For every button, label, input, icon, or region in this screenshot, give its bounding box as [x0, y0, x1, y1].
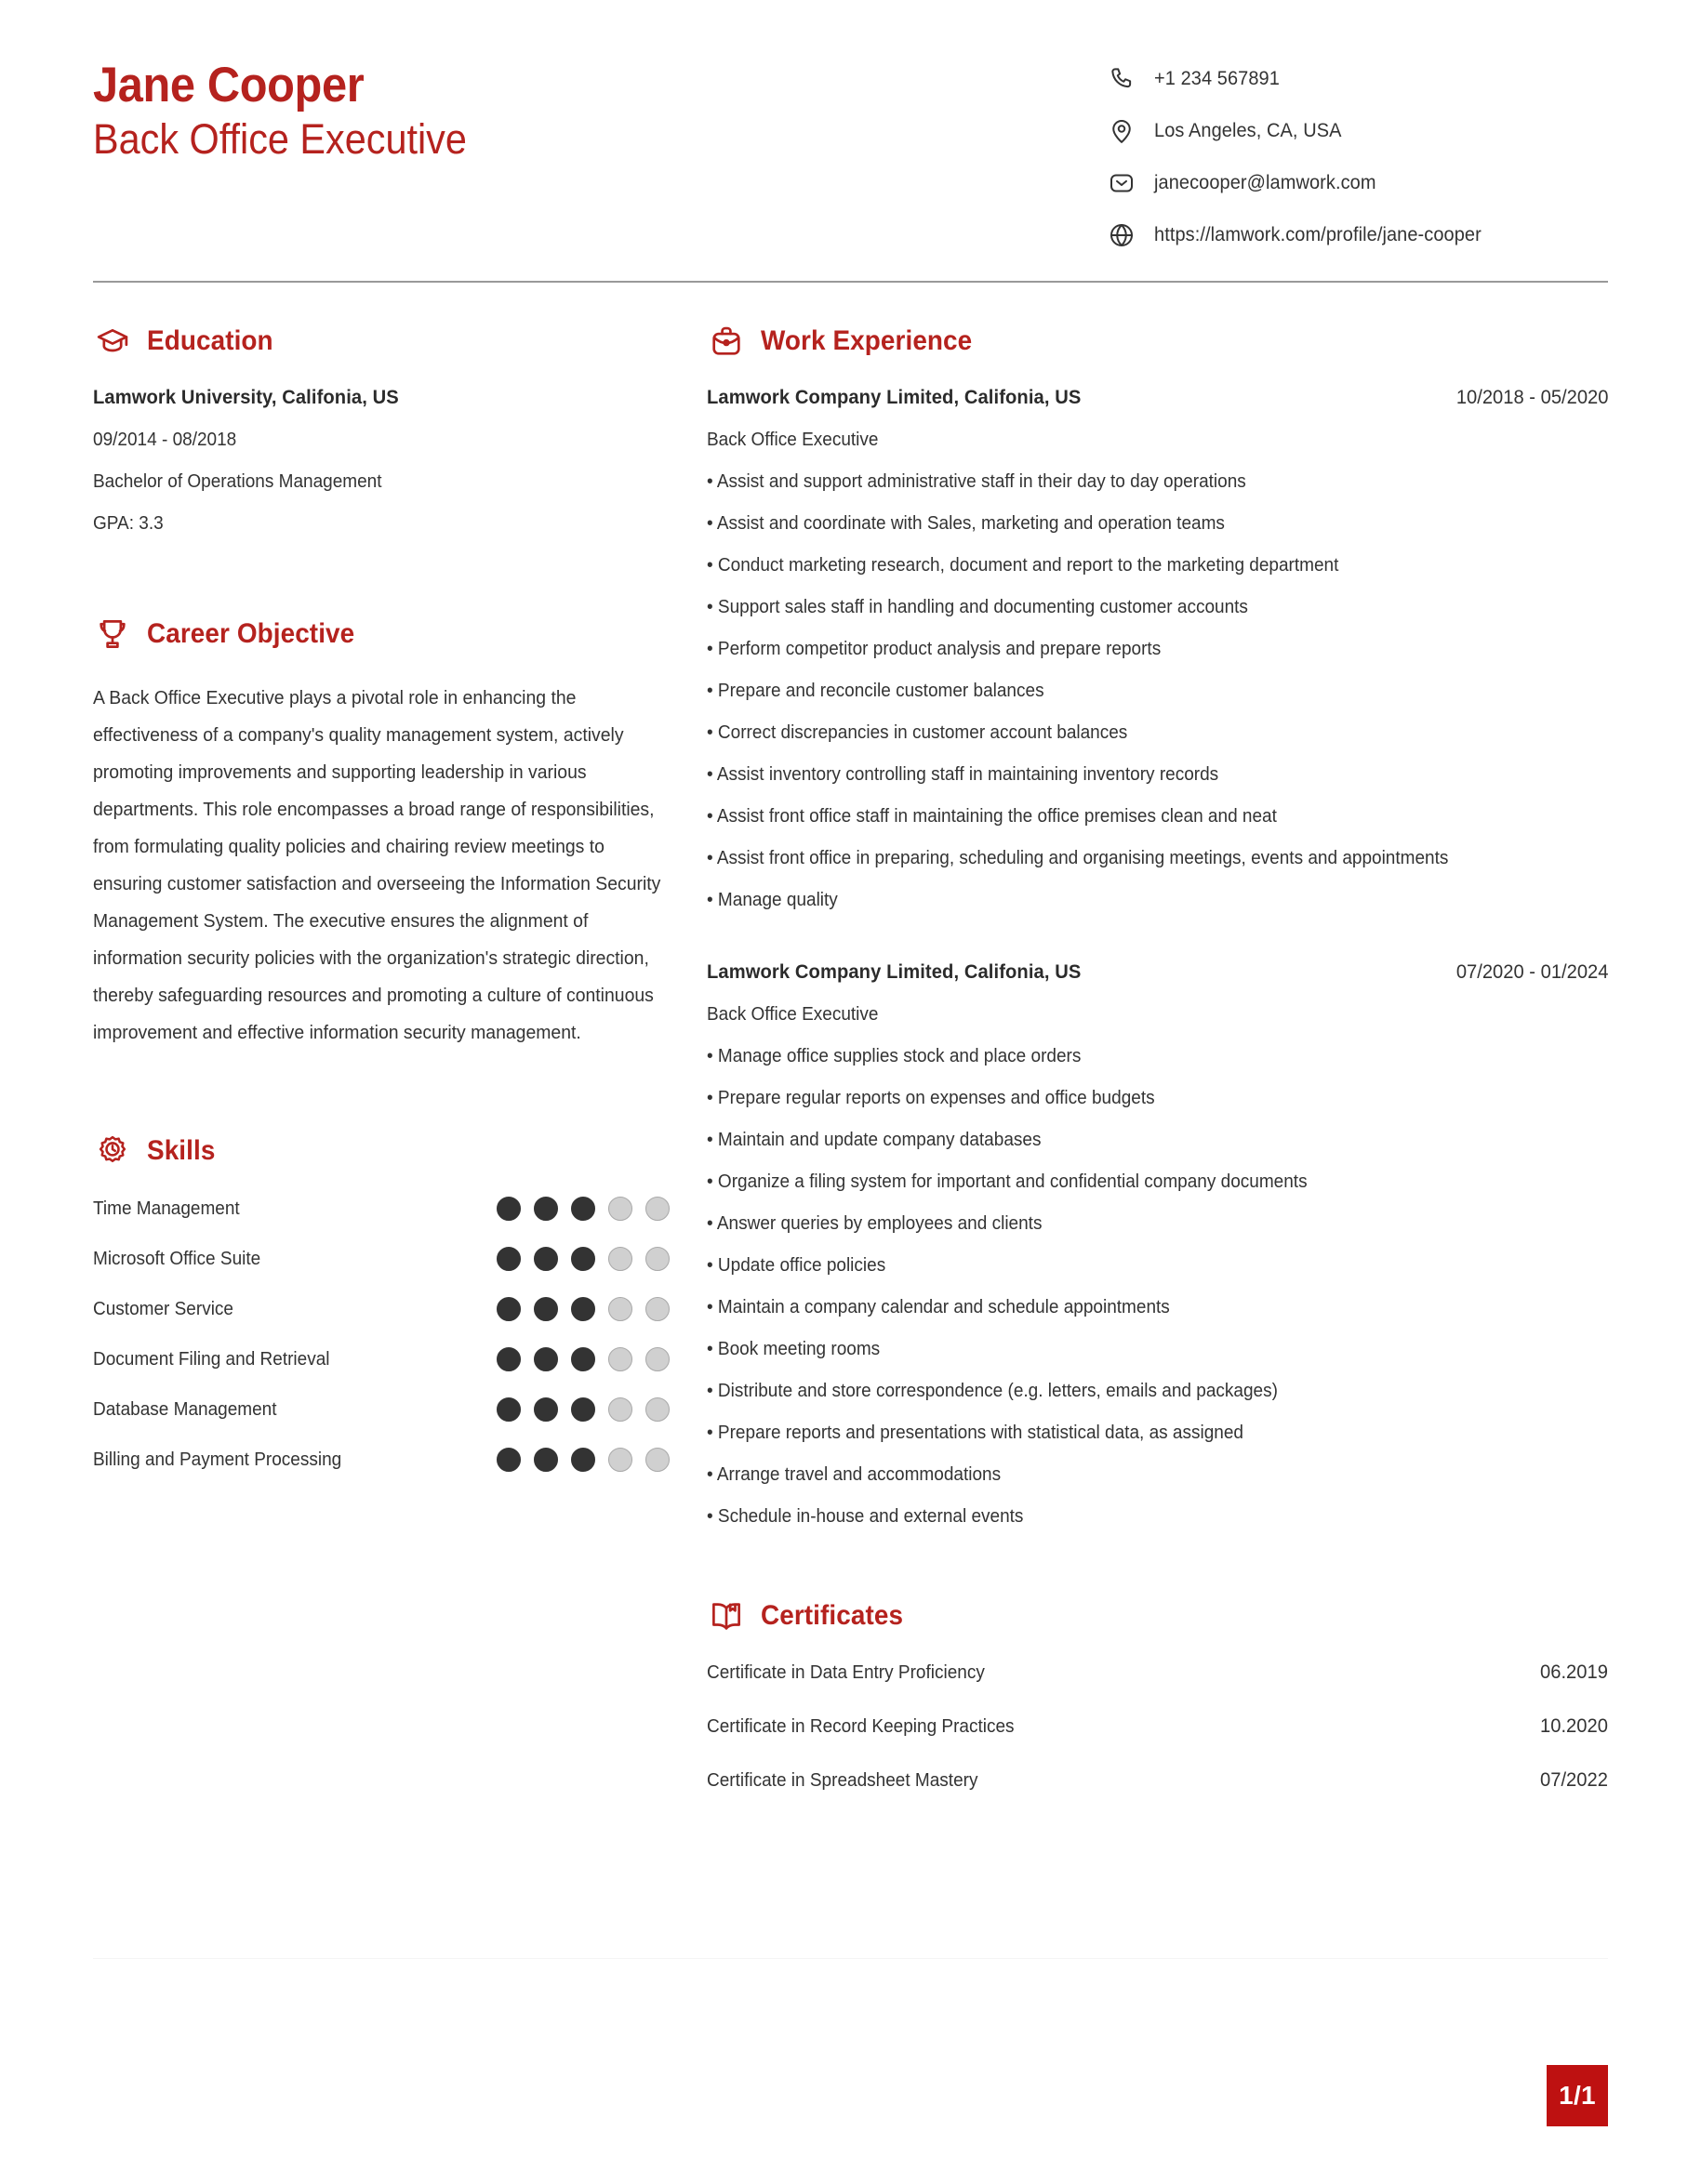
rating-dot-filled[interactable]: [571, 1197, 595, 1221]
rating-dot-empty[interactable]: [608, 1247, 632, 1271]
skill-row: [93, 1197, 670, 1221]
job-bullet: • Assist front office staff in maintaining the office premises clean and neat: [707, 806, 1277, 827]
job-company: Lamwork Company Limited, Califonia, US: [707, 387, 1082, 408]
rating-dot-empty[interactable]: [645, 1197, 670, 1221]
job-bullet: • Perform competitor product analysis and prepare reports: [707, 639, 1162, 659]
rating-dot-empty[interactable]: [645, 1397, 670, 1422]
certificates-list: [707, 1661, 1608, 1792]
briefcase-icon: [707, 322, 746, 361]
job-bullet: • Maintain a company calendar and schedule appointments: [707, 1297, 1170, 1317]
right-column: [707, 322, 1608, 1799]
education-section: [93, 322, 670, 535]
contact-email-value: janecooper@lamwork.com: [1154, 172, 1376, 193]
rating-dot-empty[interactable]: [645, 1347, 670, 1371]
skill-rating-dots[interactable]: [497, 1347, 670, 1371]
job-entry: [707, 387, 1608, 911]
skills-section: [93, 1132, 670, 1472]
contact-location-value: Los Angeles, CA, USA: [1154, 120, 1342, 141]
skills-list: [93, 1197, 670, 1472]
job-bullet: • Prepare regular reports on expenses and office budgets: [707, 1088, 1155, 1108]
skill-rating-dots[interactable]: [497, 1448, 670, 1472]
job-bullet: • Assist and support administrative staff in their day to day operations: [707, 471, 1246, 492]
trophy-icon: [93, 615, 132, 654]
skill-name: Customer Service: [93, 1298, 233, 1319]
spacer: [707, 926, 1608, 961]
candidate-job-title: Back Office Executive: [93, 115, 467, 164]
career-objective-text: A Back Office Executive plays a pivotal role in enhancing the effectiveness of a company's quality management system, actively promoting improvements and supporting leadership in various departments. This role encompasses a broad range of responsibilities, from formulating quality policies and chairing review meetings to ensuring customer satisfaction and overseeing the Information Security Management System. The executive ensures the alignment of information security policies with the organization's strategic direction, thereby safeguarding resources and promoting a culture of continuous improvement and effective information security management.: [93, 688, 661, 1043]
rating-dot-empty[interactable]: [608, 1297, 632, 1321]
identity-block: [93, 52, 499, 165]
skill-name: Time Management: [93, 1198, 240, 1219]
rating-dot-filled[interactable]: [497, 1397, 521, 1422]
rating-dot-empty[interactable]: [608, 1448, 632, 1472]
phone-icon: [1106, 63, 1137, 95]
rating-dot-filled[interactable]: [571, 1297, 595, 1321]
rating-dot-empty[interactable]: [645, 1297, 670, 1321]
education-dates: 09/2014 - 08/2018: [93, 430, 237, 450]
job-header: [707, 387, 1608, 409]
certificate-date: 06.2019: [1540, 1661, 1608, 1683]
job-dates: 07/2020 - 01/2024: [1455, 961, 1608, 983]
education-school: Lamwork University, Califonia, US: [93, 387, 399, 408]
contact-website-value: https://lamwork.com/profile/jane-cooper: [1154, 224, 1482, 245]
contact-phone[interactable]: [1106, 63, 1608, 95]
certificate-name: Certificate in Data Entry Proficiency: [707, 1662, 985, 1683]
work-experience-section: [707, 322, 1608, 1528]
rating-dot-empty[interactable]: [645, 1448, 670, 1472]
left-column: [93, 322, 670, 1479]
job-bullet: • Manage quality: [707, 890, 838, 910]
job-bullet: • Conduct marketing research, document and report to the marketing department: [707, 555, 1339, 576]
rating-dot-filled[interactable]: [534, 1197, 558, 1221]
certificates-heading: [707, 1596, 1608, 1635]
skill-row: [93, 1297, 670, 1321]
job-bullet: • Manage office supplies stock and place orders: [707, 1046, 1082, 1066]
certificate-row: [707, 1715, 1608, 1738]
email-icon: [1106, 167, 1137, 199]
skill-rating-dots[interactable]: [497, 1297, 670, 1321]
job-role: Back Office Executive: [707, 1004, 879, 1025]
skill-name: Microsoft Office Suite: [93, 1248, 261, 1269]
job-entry: [707, 961, 1608, 1528]
job-bullet: • Assist front office in preparing, scheduling and organising meetings, events and appointments: [707, 848, 1449, 868]
contact-website[interactable]: [1106, 219, 1608, 251]
rating-dot-filled[interactable]: [497, 1347, 521, 1371]
rating-dot-empty[interactable]: [645, 1247, 670, 1271]
skill-rating-dots[interactable]: [497, 1197, 670, 1221]
job-bullet: • Correct discrepancies in customer account balances: [707, 722, 1128, 743]
rating-dot-filled[interactable]: [571, 1448, 595, 1472]
rating-dot-filled[interactable]: [497, 1247, 521, 1271]
job-bullet: • Book meeting rooms: [707, 1339, 881, 1359]
skill-name: Billing and Payment Processing: [93, 1449, 342, 1470]
skill-row: [93, 1247, 670, 1271]
jobs-list: [707, 387, 1608, 1528]
certificate-date: 10.2020: [1540, 1715, 1608, 1737]
job-role: Back Office Executive: [707, 430, 879, 450]
rating-dot-filled[interactable]: [497, 1197, 521, 1221]
location-icon: [1106, 115, 1137, 147]
rating-dot-filled[interactable]: [497, 1448, 521, 1472]
job-bullet: • Answer queries by employees and clients: [707, 1213, 1043, 1234]
certificate-date: 07/2022: [1540, 1769, 1608, 1791]
rating-dot-empty[interactable]: [608, 1197, 632, 1221]
career-objective-section: [93, 615, 670, 1052]
job-bullet: • Update office policies: [707, 1255, 886, 1276]
education-heading-label: Education: [147, 325, 273, 356]
job-bullet: • Assist and coordinate with Sales, marketing and operation teams: [707, 513, 1225, 534]
certificate-row: [707, 1769, 1608, 1792]
rating-dot-empty[interactable]: [608, 1397, 632, 1422]
job-bullet: • Prepare reports and presentations with statistical data, as assigned: [707, 1423, 1243, 1443]
job-bullet: • Support sales staff in handling and documenting customer accounts: [707, 597, 1248, 617]
skill-row: [93, 1397, 670, 1422]
skills-heading-label: Skills: [147, 1135, 216, 1166]
skill-rating-dots[interactable]: [497, 1397, 670, 1422]
job-header: [707, 961, 1608, 984]
job-bullet: • Assist inventory controlling staff in maintaining inventory records: [707, 764, 1219, 785]
open-book-icon: [707, 1596, 746, 1635]
certificate-row: [707, 1661, 1608, 1684]
rating-dot-filled[interactable]: [534, 1347, 558, 1371]
resume-header: [93, 17, 1608, 251]
rating-dot-filled[interactable]: [497, 1297, 521, 1321]
job-bullet: • Prepare and reconcile customer balances: [707, 681, 1044, 701]
career-objective-heading-label: Career Objective: [147, 618, 355, 649]
skill-row: [93, 1347, 670, 1371]
career-objective-heading: [93, 615, 670, 654]
education-degree: Bachelor of Operations Management: [93, 471, 382, 492]
job-company: Lamwork Company Limited, Califonia, US: [707, 961, 1082, 983]
job-bullet: • Distribute and store correspondence (e.g. letters, emails and packages): [707, 1381, 1278, 1401]
certificate-name: Certificate in Spreadsheet Mastery: [707, 1770, 978, 1791]
content-columns: [93, 283, 1608, 1799]
certificates-section: [707, 1596, 1608, 1792]
spacer: [93, 1059, 670, 1132]
contact-list: [1106, 52, 1608, 251]
globe-icon: [1106, 219, 1137, 251]
job-bullet: • Organize a filing system for important and confidential company documents: [707, 1171, 1308, 1192]
graduation-cap-icon: [93, 322, 132, 361]
certificate-name: Certificate in Record Keeping Practices: [707, 1716, 1015, 1737]
footer-divider: [93, 1958, 1608, 1959]
skill-rating-dots[interactable]: [497, 1247, 670, 1271]
education-gpa: GPA: 3.3: [93, 513, 164, 534]
spacer: [93, 542, 670, 615]
education-heading: [93, 322, 670, 361]
skills-heading: [93, 1132, 670, 1171]
rating-dot-empty[interactable]: [608, 1347, 632, 1371]
rating-dot-filled[interactable]: [571, 1347, 595, 1371]
rating-dot-filled[interactable]: [571, 1247, 595, 1271]
rating-dot-filled[interactable]: [534, 1448, 558, 1472]
job-dates: 10/2018 - 05/2020: [1455, 387, 1608, 408]
job-bullet: • Arrange travel and accommodations: [707, 1464, 1002, 1485]
skill-name: Document Filing and Retrieval: [93, 1348, 330, 1370]
skill-row: [93, 1448, 670, 1472]
page-indicator-badge: 1/1: [1547, 2065, 1608, 2126]
certificates-heading-label: Certificates: [761, 1600, 904, 1631]
job-bullet: • Schedule in-house and external events: [707, 1506, 1024, 1527]
resume-sheet: [19, 17, 1682, 2165]
job-bullet: • Maintain and update company databases: [707, 1130, 1042, 1150]
work-experience-heading-label: Work Experience: [761, 325, 973, 356]
candidate-name: Jane Cooper: [93, 58, 365, 113]
rating-dot-filled[interactable]: [534, 1247, 558, 1271]
gear-clock-icon: [93, 1132, 132, 1171]
spacer: [707, 1542, 1608, 1596]
contact-location[interactable]: [1106, 115, 1608, 147]
skill-name: Database Management: [93, 1398, 277, 1420]
rating-dot-filled[interactable]: [571, 1397, 595, 1422]
work-experience-heading: [707, 322, 1608, 361]
contact-email[interactable]: [1106, 167, 1608, 199]
rating-dot-filled[interactable]: [534, 1397, 558, 1422]
contact-phone-value: +1 234 567891: [1154, 68, 1280, 89]
rating-dot-filled[interactable]: [534, 1297, 558, 1321]
